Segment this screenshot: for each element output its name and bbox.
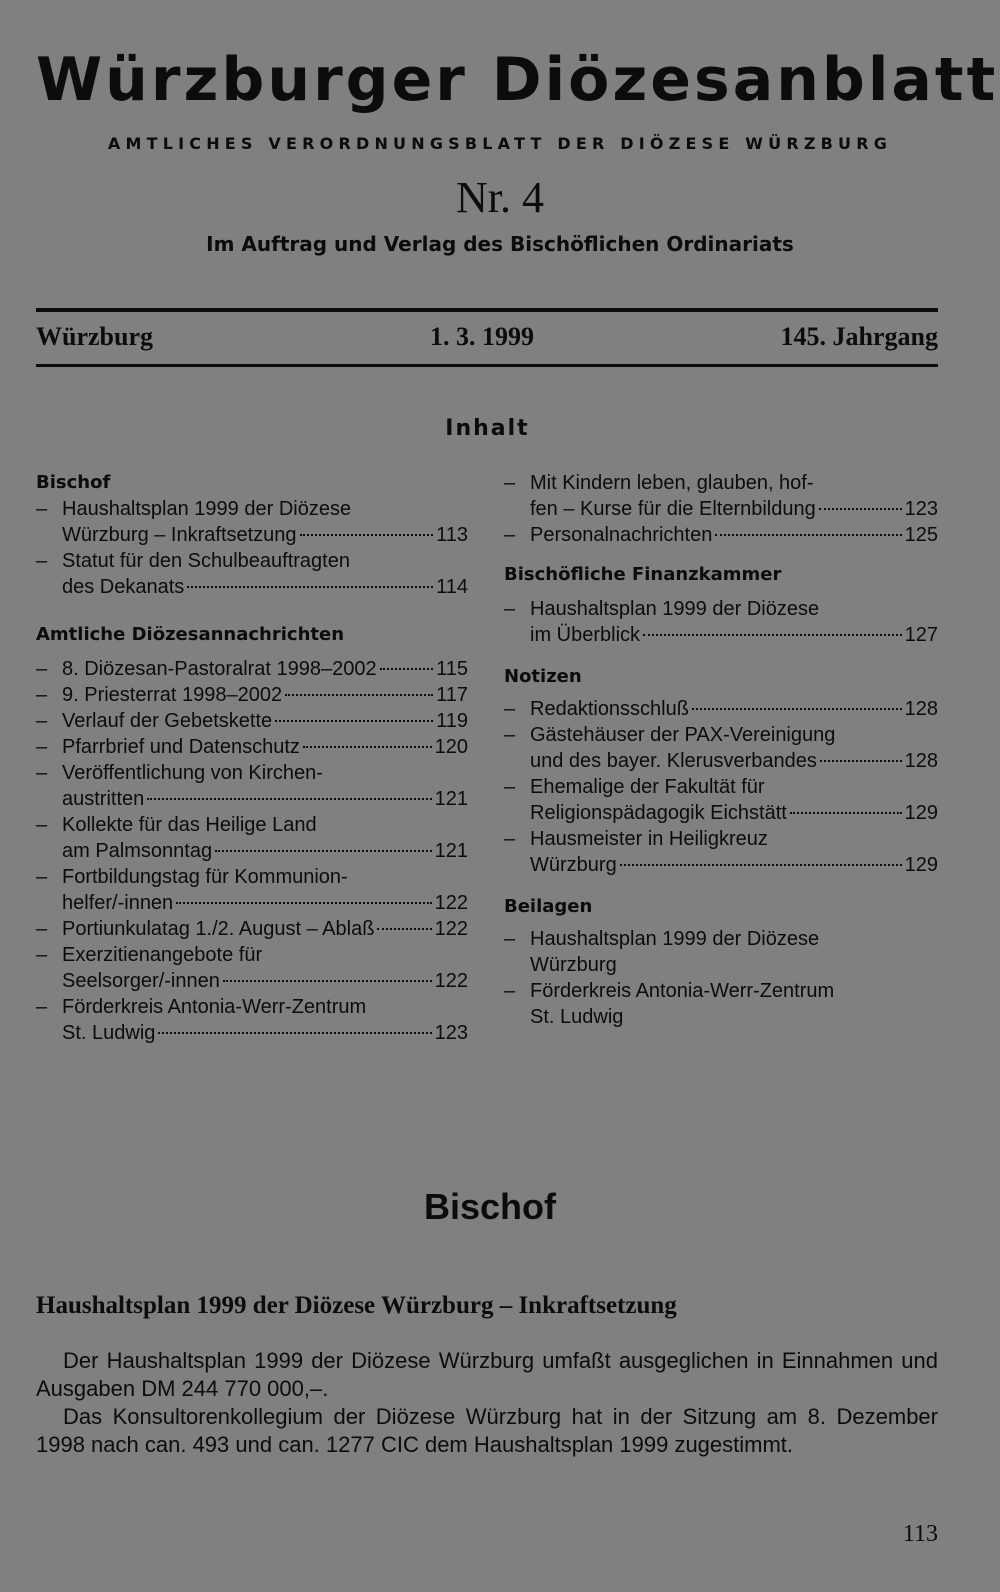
toc-page-number: 129: [904, 802, 938, 824]
toc-entry-text: Personalnachrichten: [530, 524, 713, 546]
toc-page-number: 121: [434, 788, 468, 810]
toc-section-title: Notizen: [504, 666, 582, 687]
toc-entry-final-line: [62, 916, 468, 942]
toc-section-title: Bischöfliche Finanzkammer: [504, 564, 782, 585]
toc-leader-dots: [158, 1032, 431, 1034]
toc-page-number: 122: [434, 970, 468, 992]
toc-entry: [36, 942, 468, 994]
toc-entry-final-line: [530, 748, 938, 774]
toc-page-number: 113: [436, 524, 468, 546]
toc-leader-dots: [819, 508, 902, 510]
toc-entry-line: Förderkreis Antonia-Werr-Zentrum: [530, 980, 835, 1002]
toc-dash: –: [36, 762, 48, 784]
toc-entry-text: St. Ludwig: [62, 1022, 156, 1044]
toc-entry: [36, 548, 468, 600]
section-heading: Bischof: [423, 1186, 556, 1227]
toc-leader-dots: [176, 902, 431, 904]
toc-leader-dots: [715, 534, 901, 536]
toc-entry: [36, 496, 468, 548]
toc-leader-dots: [187, 586, 433, 588]
toc-entry-text: im Überblick: [530, 624, 641, 646]
toc-entry-text: austritten: [62, 788, 145, 810]
toc-entry-final-line: [530, 622, 938, 648]
toc-entry: [504, 826, 938, 878]
toc-entry: [504, 522, 938, 548]
toc-page-number: 114: [436, 576, 468, 598]
toc-entry-text: 8. Diözesan-Pastoralrat 1998–2002: [62, 658, 377, 680]
toc-dash: –: [504, 928, 516, 950]
toc-page-number: 128: [904, 698, 938, 720]
toc-group: [504, 926, 938, 1030]
toc-entry-text: Würzburg: [530, 854, 617, 876]
toc-entry-final-line: [62, 656, 468, 682]
toc-entry-final-line: [62, 890, 468, 916]
toc-dash: –: [36, 944, 48, 966]
toc-dash: –: [504, 472, 516, 494]
toc-leader-dots: [223, 980, 432, 982]
toc-dash: –: [504, 980, 516, 1002]
toc-entry-line: Hausmeister in Heiligkreuz: [530, 828, 768, 850]
toc-leader-dots: [377, 928, 431, 930]
toc-entry-text: 9. Priesterrat 1998–2002: [62, 684, 283, 706]
toc-page-number: 123: [904, 498, 938, 520]
toc-entry: [504, 596, 938, 648]
top-rule: [36, 308, 938, 312]
toc-entry-text: Pfarrbrief und Datenschutz: [62, 736, 300, 758]
toc-entry: [504, 926, 938, 978]
toc-leader-dots: [285, 694, 433, 696]
toc-leader-dots: [643, 634, 902, 636]
toc-entry-line: Exerzitienangebote für: [62, 944, 263, 966]
toc-entry: [504, 470, 938, 522]
toc-section-title: Amtliche Diözesannachrichten: [36, 624, 345, 645]
toc-leader-dots: [790, 812, 902, 814]
toc-entry-line: Haushaltsplan 1999 der Diözese: [530, 598, 820, 620]
toc-right-column: [504, 470, 938, 1030]
toc-section-title: Bischof: [36, 472, 111, 493]
toc-group: [504, 596, 938, 648]
toc-group: [504, 696, 938, 878]
toc-entry: [36, 656, 468, 682]
dateline-place: Würzburg: [36, 322, 153, 351]
toc-entry-final-line: [62, 734, 468, 760]
toc-dash: –: [504, 698, 516, 720]
toc-page-number: 117: [436, 684, 468, 706]
toc-entry-text: Religionspädagogik Eichstätt: [530, 802, 787, 824]
toc-dash: –: [504, 776, 516, 798]
toc-page-number: 123: [434, 1022, 468, 1044]
toc-page-number: 127: [904, 624, 938, 646]
toc-leader-dots: [692, 708, 902, 710]
toc-entry: [36, 916, 468, 942]
toc-entry: [504, 722, 938, 774]
toc-dash: –: [504, 828, 516, 850]
article-paragraph: Das Konsultorenkollegium der Diözese Würzburg hat in der Sitzung am 8. Dezember 1998 nach can. 493 und can. 1277 CIC dem Haushaltsplan 1999 zugestimmt.: [36, 1404, 938, 1457]
toc-entry-text: helfer/-innen: [62, 892, 174, 914]
toc-entry: [504, 774, 938, 826]
toc-leader-dots: [147, 798, 431, 800]
masthead-subtitle: AMTLICHES VERORDNUNGSBLATT DER DIÖZESE WÜRZBURG: [107, 134, 893, 153]
dateline-volume: 145. Jahrgang: [780, 322, 938, 351]
toc-dash: –: [36, 684, 48, 706]
toc-section-title: Beilagen: [504, 896, 593, 917]
toc-entry-final-line: [62, 786, 468, 812]
dateline-date: 1. 3. 1999: [430, 322, 534, 351]
toc-entry: [36, 812, 468, 864]
toc-dash: –: [36, 814, 48, 836]
toc-page-number: 121: [434, 840, 468, 862]
toc-entry-final-line: [530, 696, 938, 722]
toc-entry-line: Veröffentlichung von Kirchen-: [62, 762, 323, 784]
toc-dash: –: [36, 710, 48, 732]
toc-entry-text: Seelsorger/-innen: [62, 970, 220, 992]
toc-page-number: 119: [436, 710, 468, 732]
toc-entry: [36, 682, 468, 708]
toc-entry: [36, 760, 468, 812]
toc-entry-final-line: [62, 968, 468, 994]
toc-page-number: 125: [904, 524, 938, 546]
issue-number: Nr. 4: [456, 173, 544, 222]
toc-leader-dots: [820, 760, 902, 762]
toc-entry-text: Redaktionsschluß: [530, 698, 689, 720]
toc-page-number: 128: [904, 750, 938, 772]
publisher-line: Im Auftrag und Verlag des Bischöflichen Ordinariats: [206, 232, 794, 256]
toc-group: [36, 656, 468, 1046]
toc-entry: [36, 994, 468, 1046]
toc-entry-final-line: [530, 800, 938, 826]
toc-entry-line: Förderkreis Antonia-Werr-Zentrum: [62, 996, 367, 1018]
toc-entry: [504, 696, 938, 722]
toc-heading: Inhalt: [445, 416, 530, 441]
toc-entry-line: Statut für den Schulbeauftragten: [62, 550, 350, 572]
toc-group: [36, 496, 468, 600]
toc-dash: –: [36, 498, 48, 520]
article-body: [36, 1347, 938, 1459]
toc-entry-line: Würzburg: [530, 954, 617, 976]
toc-dash: –: [36, 866, 48, 888]
toc-entry-text: Würzburg – Inkraftsetzung: [62, 524, 297, 546]
toc-entry-line: Ehemalige der Fakultät für: [530, 776, 765, 798]
toc-entry-final-line: [530, 496, 938, 522]
toc-leader-dots: [300, 534, 434, 536]
toc-entry-final-line: [530, 522, 938, 548]
toc-leader-dots: [380, 668, 433, 670]
toc-entry-final-line: [62, 1020, 468, 1046]
toc-entry-text: Portiunkulatag 1./2. August – Ablaß: [62, 918, 375, 940]
toc-entry: [36, 708, 468, 734]
toc-entry-line: Fortbildungstag für Kommunion-: [62, 866, 348, 888]
toc-entry-final-line: [62, 682, 468, 708]
toc-entry-final-line: [62, 838, 468, 864]
toc-entry-line: Gästehäuser der PAX-Vereinigung: [530, 724, 836, 746]
toc-entry: [504, 978, 938, 1030]
toc-dash: –: [504, 524, 516, 546]
toc-group: [504, 470, 938, 548]
toc-entry: [36, 864, 468, 916]
toc-entry-line: Kollekte für das Heilige Land: [62, 814, 317, 836]
toc-page-number: 115: [436, 658, 468, 680]
toc-entry-text: und des bayer. Klerusverbandes: [530, 750, 817, 772]
toc-dash: –: [504, 724, 516, 746]
toc-leader-dots: [303, 746, 432, 748]
toc-left-column: [36, 470, 468, 1046]
toc-entry-text: Verlauf der Gebetskette: [62, 710, 273, 732]
toc-page-number: 129: [904, 854, 938, 876]
article-paragraph: Der Haushaltsplan 1999 der Diözese Würzburg umfaßt ausgeglichen in Einnahmen und Ausgaben DM 244 770 000,–.: [36, 1348, 938, 1401]
toc-leader-dots: [215, 850, 432, 852]
article-title: Haushaltsplan 1999 der Diözese Würzburg – Inkraftsetzung: [36, 1292, 677, 1319]
toc-entry-final-line: [62, 574, 468, 600]
toc-entry-line: Haushaltsplan 1999 der Diözese: [530, 928, 820, 950]
toc-dash: –: [36, 550, 48, 572]
toc-entry-text: am Palmsonntag: [62, 840, 213, 862]
toc-leader-dots: [620, 864, 902, 866]
toc-entry-final-line: [62, 522, 468, 548]
toc-entry-text: des Dekanats: [62, 576, 185, 598]
toc-entry-text: fen – Kurse für die Elternbildung: [530, 498, 816, 520]
toc-page-number: 120: [434, 736, 468, 758]
toc-leader-dots: [275, 720, 433, 722]
toc-page-number: 122: [434, 918, 468, 940]
toc-entry-line: St. Ludwig: [530, 1006, 624, 1028]
toc-entry-final-line: [530, 852, 938, 878]
page-number: 113: [902, 1521, 938, 1547]
masthead-title: Würzburger Diözesanblatt: [36, 45, 999, 115]
toc-dash: –: [36, 996, 48, 1018]
toc-page-number: 122: [434, 892, 468, 914]
toc-dash: –: [504, 598, 516, 620]
toc-dash: –: [36, 658, 48, 680]
toc-entry-final-line: [62, 708, 468, 734]
toc-entry-line: Haushaltsplan 1999 der Diözese: [62, 498, 352, 520]
toc-entry-line: Mit Kindern leben, glauben, hof-: [530, 472, 814, 494]
toc-dash: –: [36, 918, 48, 940]
toc-dash: –: [36, 736, 48, 758]
toc-entry: [36, 734, 468, 760]
bottom-rule: [36, 364, 938, 367]
